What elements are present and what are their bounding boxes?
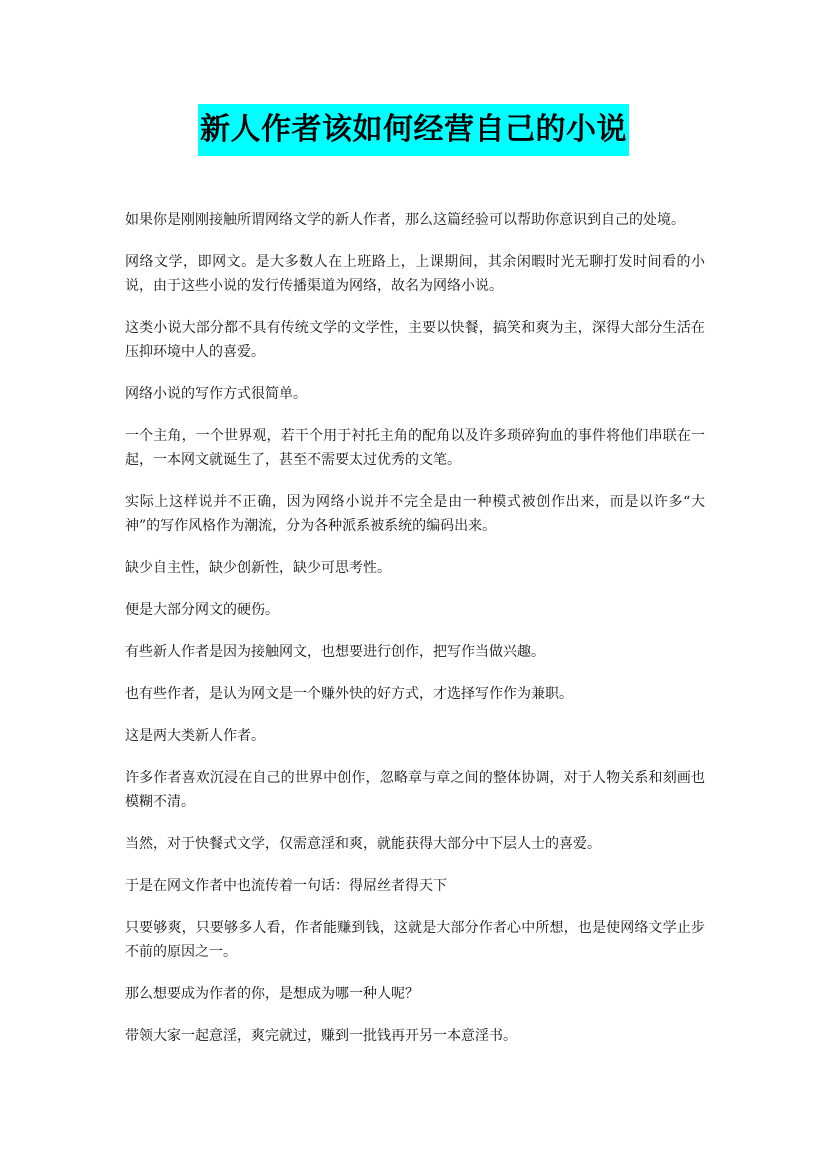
paragraph: 实际上这样说并不正确，因为网络小说并不完全是由一种模式被创作出来，而是以许多“大神”的写作风格作为潮流，分为各种派系被系统的编码出来。 [125,494,705,534]
paragraph: 这是两大类新人作者。 [125,728,265,744]
paragraph: 缺少自主性，缺少创新性，缺少可思考性。 [125,560,391,576]
paragraph: 一个主角，一个世界观，若干个用于衬托主角的配角以及许多琐碎狗血的事件将他们串联在一起，一本网文就诞生了，甚至不需要太过优秀的文笔。 [125,428,705,468]
paragraph: 有些新人作者是因为接触网文，也想要进行创作，把写作当做兴趣。 [125,644,545,660]
paragraph: 只要够爽，只要够多人看，作者能赚到钱，这就是大部分作者心中所想，也是使网络文学止步不前的原因之一。 [125,920,705,960]
paragraph: 当然，对于快餐式文学，仅需意淫和爽，就能获得大部分中下层人士的喜爱。 [125,836,601,852]
paragraph: 这类小说大部分都不具有传统文学的文学性，主要以快餐，搞笑和爽为主，深得大部分生活在压抑环境中人的喜爱。 [125,320,705,360]
paragraph: 于是在网文作者中也流传着一句话：得屌丝者得天下 [125,878,447,894]
paragraph: 带领大家一起意淫，爽完就过，赚到一批钱再开另一本意淫书。 [125,1028,517,1044]
paragraph: 便是大部分网文的硬伤。 [125,602,279,618]
paragraph: 如果你是刚刚接触所谓网络文学的新人作者，那么这篇经验可以帮助你意识到自己的处境。 [125,212,685,228]
document-body [125,208,705,1066]
paragraph: 网络小说的写作方式很简单。 [125,386,307,402]
paragraph: 许多作者喜欢沉浸在自己的世界中创作，忽略章与章之间的整体协调，对于人物关系和刻画也模糊不清。 [125,770,705,810]
paragraph: 网络文学，即网文。是大多数人在上班路上，上课期间，其余闲暇时光无聊打发时间看的小说，由于这些小说的发行传播渠道为网络，故名为网络小说。 [125,254,705,294]
document-title: 新人作者该如何经营自己的小说 [198,104,629,156]
paragraph: 也有些作者，是认为网文是一个赚外快的好方式，才选择写作作为兼职。 [125,686,573,702]
title-container [0,104,827,156]
paragraph: 那么想要成为作者的你，是想成为哪一种人呢？ [125,986,419,1002]
